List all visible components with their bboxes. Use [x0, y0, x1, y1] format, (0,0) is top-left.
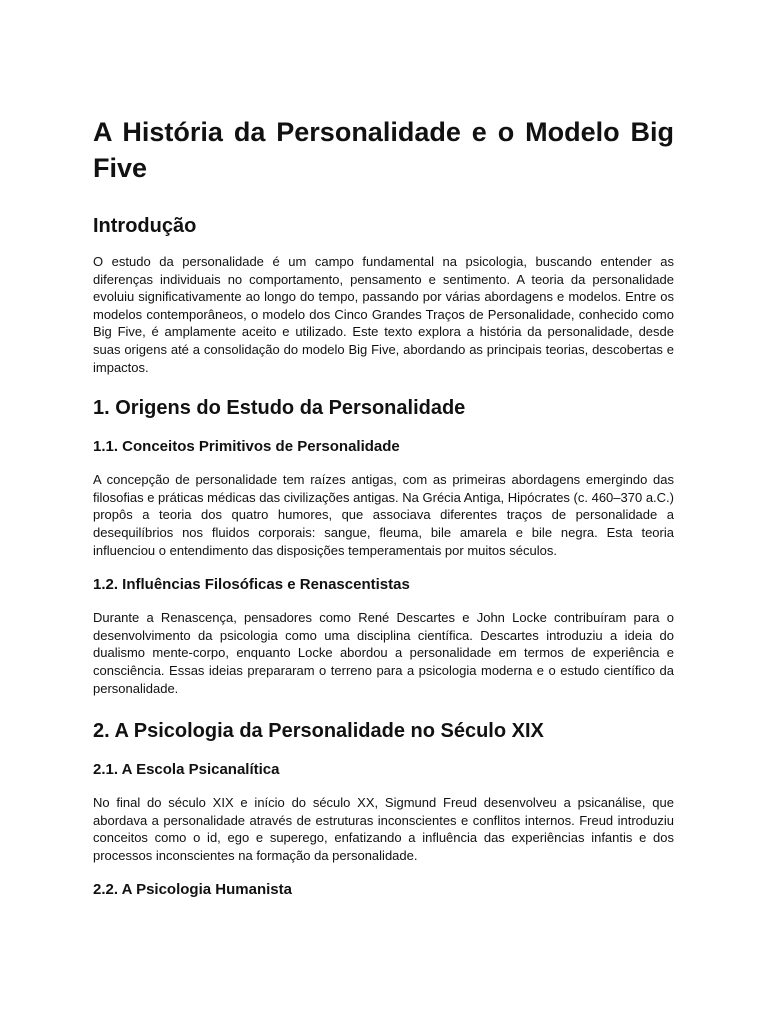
- paragraph-conceitos-primitivos: A concepção de personalidade tem raízes antigas, com as primeiras abordagens emergindo das filosofias e práticas médicas das civilizações antigas. Na Grécia Antiga, Hipócrates (c. 460–370 a.C.) propôs a teoria dos quatro humores, que associava diferentes traços de personalidade a desequilíbrios nos fluidos corporais: sangue, fleuma, bile amarela e bile negra. Esta teoria influenciou o entendimento das disposições temperamentais por muitos séculos.: [93, 472, 674, 558]
- document-title: A História da Personalidade e o Modelo Big Five: [93, 117, 674, 183]
- subsection-heading-conceitos-primitivos: 1.1. Conceitos Primitivos de Personalidade: [93, 438, 400, 456]
- section-heading-origens: 1. Origens do Estudo da Personalidade: [93, 397, 466, 420]
- section-heading-seculo-xix: 2. A Psicologia da Personalidade no Século XIX: [93, 720, 544, 743]
- subsection-heading-influencias: 1.2. Influências Filosóficas e Renascentistas: [93, 576, 410, 594]
- paragraph-escola-psicanalitica: No final do século XIX e início do século XX, Sigmund Freud desenvolveu a psicanálise, que abordava a personalidade através de estruturas inconscientes e conflitos internos. Freud introduziu conceitos como o id, ego e superego, enfatizando a influência das experiências infantis e dos processos inconscientes na formação da personalidade.: [93, 795, 674, 863]
- paragraph-influencias: Durante a Renascença, pensadores como René Descartes e John Locke contribuíram para o desenvolvimento da psicologia como uma disciplina científica. Descartes introduziu a ideia do dualismo mente-corpo, enquanto Locke abordou a personalidade em termos de experiência e consciência. Essas ideias prepararam o terreno para a psicologia moderna e o estudo científico da personalidade.: [93, 610, 674, 696]
- intro-paragraph: O estudo da personalidade é um campo fundamental na psicologia, buscando entender as diferenças individuais no comportamento, pensamento e sentimento. A teoria da personalidade evoluiu significativamente ao longo do tempo, passando por várias abordagens e modelos. Entre os modelos contemporâneos, o modelo dos Cinco Grandes Traços de Personalidade, conhecido como Big Five, é amplamente aceito e utilizado. Este texto explora a história da personalidade, desde suas origens até a consolidação do modelo Big Five, abordando as principais teorias, descobertas e impactos.: [93, 254, 674, 375]
- subsection-heading-psicologia-humanista: 2.2. A Psicologia Humanista: [93, 881, 292, 899]
- section-heading-introducao: Introdução: [93, 215, 197, 237]
- subsection-heading-escola-psicanalitica: 2.1. A Escola Psicanalítica: [93, 761, 280, 779]
